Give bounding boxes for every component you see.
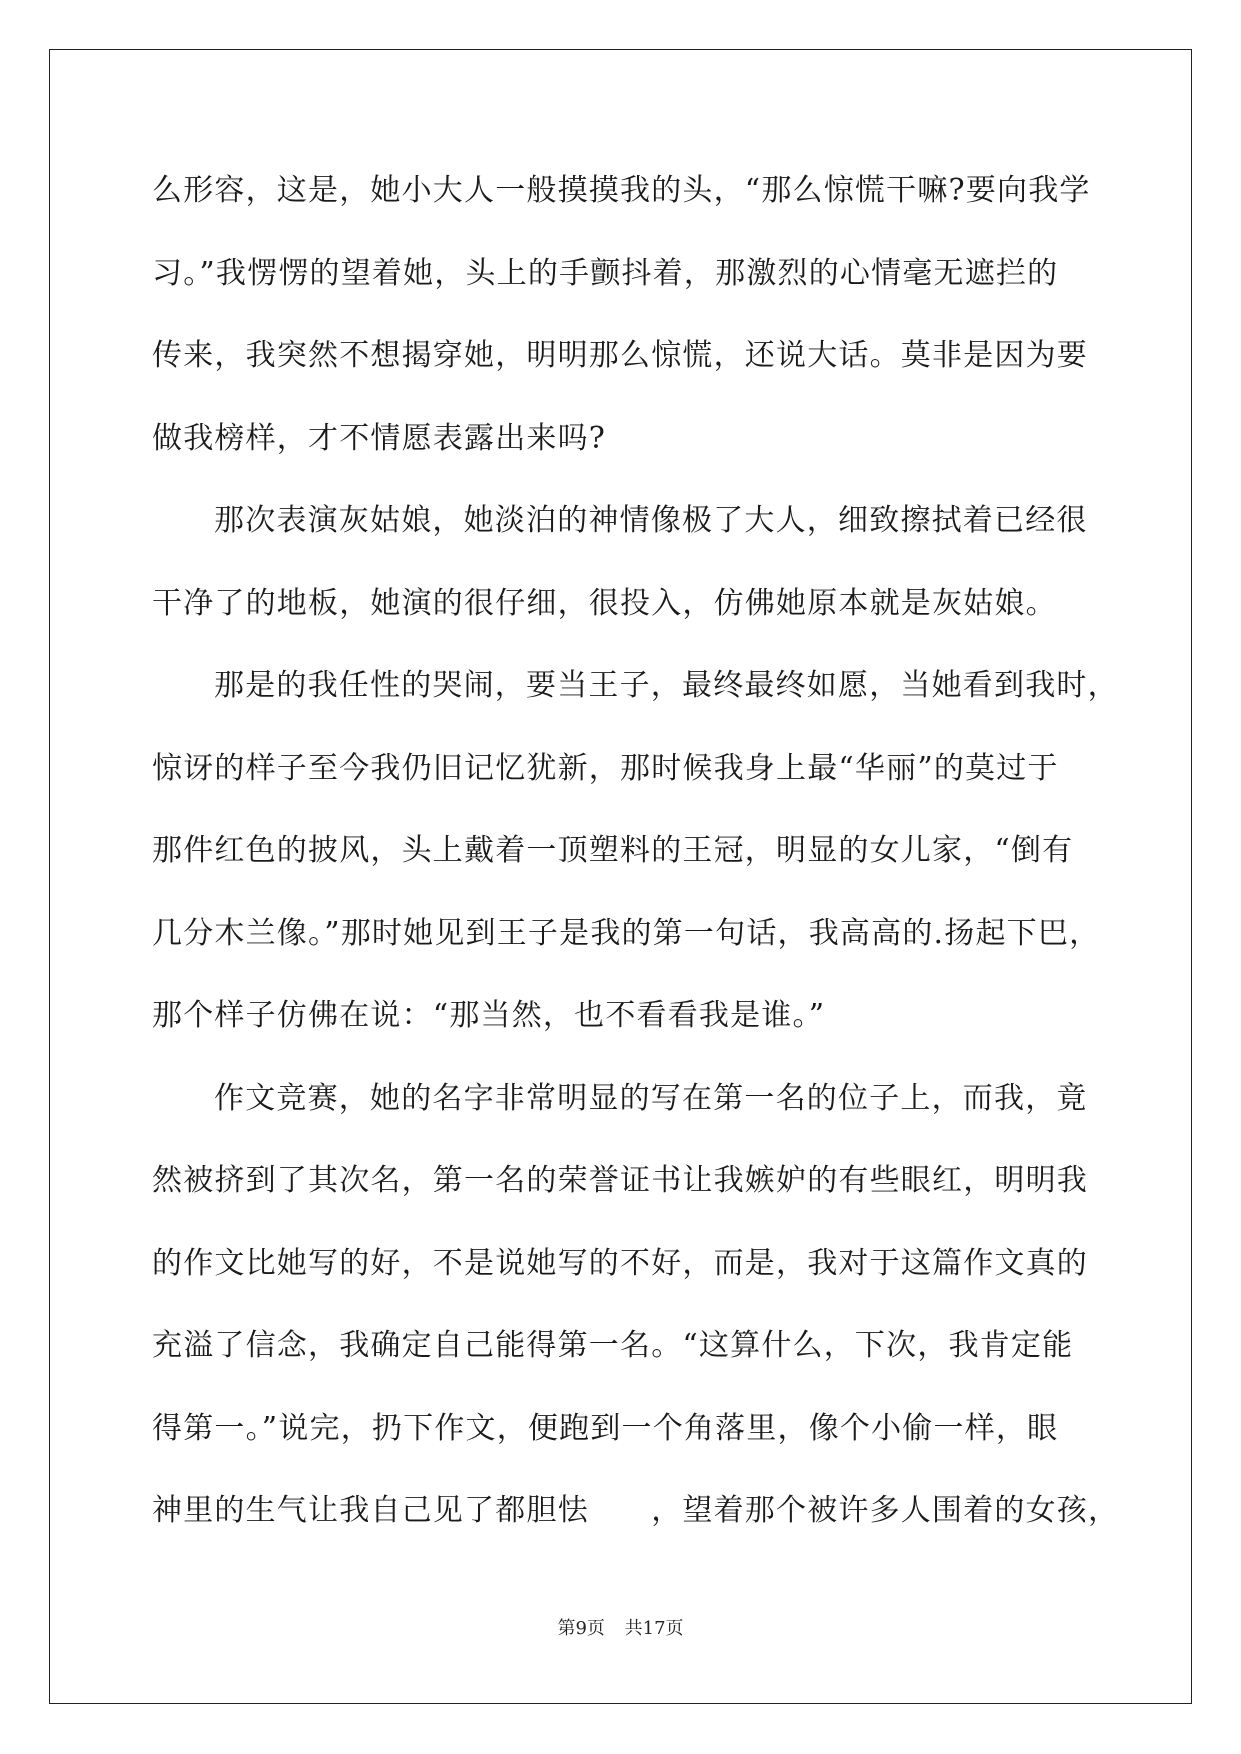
text-line: 那件红色的披风，头上戴着一顶塑料的王冠，明显的女儿家，“倒有 [152, 833, 1074, 868]
text-line: 充溢了信念，我确定自己能得第一名。“这算什么，下次，我肯定能 [152, 1328, 1074, 1363]
page-number: 第9页 [557, 1618, 605, 1639]
text-line: 做我榜样，才不情愿表露出来吗? [152, 420, 607, 456]
text-line: 的作文比她写的好，不是说她写的不好，而是，我对于这篇作文真的 [152, 1245, 1088, 1281]
text-line: 传来，我突然不想揭穿她，明明那么惊慌，还说大话。莫非是因为要 [152, 338, 1088, 373]
text-line: 么形容，这是，她小大人一般摸摸我的头，“那么惊慌干嘛?要向我学 [152, 173, 1091, 208]
text-line: 那个样子仿佛在说：“那当然，也不看看我是谁。” [152, 998, 826, 1033]
text-line: 那是的我任性的哭闹，要当王子，最终最终如愿，当她看到我时， [214, 668, 1119, 703]
text-line: 然被挤到了其次名，第一名的荣誉证书让我嫉妒的有些眼红，明明我 [152, 1163, 1088, 1198]
text-line: 几分木兰像。”那时她见到王子是我的第一句话，我高高的.扬起下巴， [152, 915, 1101, 951]
text-line: 得第一。”说完，扔下作文，便跑到一个角落里，像个小偷一样，眼 [152, 1410, 1059, 1446]
page-footer [0, 1614, 1241, 1640]
text-line: 干净了的地板，她演的很仔细，很投入，仿佛她原本就是灰姑娘。 [152, 585, 1057, 621]
text-line: 惊讶的样子至今我仍旧记忆犹新，那时候我身上最“华丽”的莫过于 [152, 750, 1059, 786]
document-body [152, 165, 1120, 1568]
text-line: 作文竞赛，她的名字非常明显的写在第一名的位子上，而我，竟 [214, 1080, 1088, 1116]
page-total: 共17页 [624, 1618, 684, 1639]
text-line: 神里的生气让我自己见了都胆怯 ，望着那个被许多人围着的女孩， [152, 1493, 1120, 1528]
text-line: 习。”我愣愣的望着她，头上的手颤抖着，那激烈的心情毫无遮拦的 [152, 255, 1059, 291]
text-line: 那次表演灰姑娘，她淡泊的神情像极了大人，细致擦拭着已经很 [214, 503, 1088, 538]
